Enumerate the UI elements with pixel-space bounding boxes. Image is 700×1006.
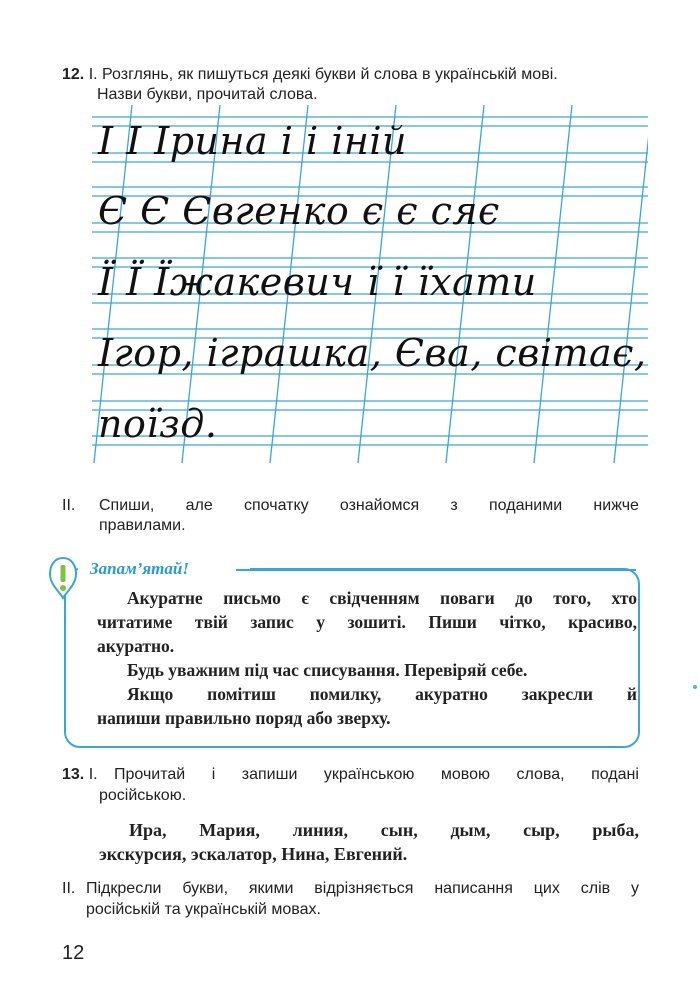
- task-12-intro: [62, 64, 662, 86]
- word: красиво,: [568, 612, 637, 632]
- word: акуратно: [415, 684, 488, 704]
- rule-line: [97, 586, 637, 610]
- word: мовою: [440, 766, 490, 783]
- word: зошиті.: [347, 612, 406, 632]
- handwriting-line: І І Ірина і і іній: [98, 119, 408, 163]
- word: Акуратне: [127, 588, 203, 608]
- word: відрізняється: [314, 880, 414, 897]
- word: Підкресли: [86, 880, 162, 897]
- task-text-line: російською.: [99, 787, 187, 804]
- word: поваги: [440, 588, 495, 608]
- title-rule: [236, 569, 636, 571]
- word-list: [99, 818, 639, 866]
- word: якими: [248, 880, 294, 897]
- word: у: [316, 612, 326, 632]
- rule-line: акуратно.: [97, 636, 175, 656]
- word: помітиш: [207, 684, 276, 704]
- task-number: 12.: [62, 66, 85, 83]
- part-label: II.: [62, 497, 76, 514]
- rule-line: [97, 610, 637, 634]
- word: спочатку: [244, 497, 309, 514]
- word: запиши: [241, 766, 298, 783]
- word: подані: [591, 766, 639, 783]
- word: Пиши: [428, 612, 477, 632]
- word: ознайомся: [339, 497, 420, 514]
- word: рыба,: [592, 820, 639, 840]
- word: слів: [580, 880, 611, 897]
- word: цих: [533, 880, 560, 897]
- word: закресли: [521, 684, 594, 704]
- word: линия,: [292, 820, 349, 840]
- handwriting-line: поїзд.: [98, 402, 218, 446]
- task-text-line: російській та українській мовах.: [86, 901, 321, 918]
- word: свідченням: [329, 588, 420, 608]
- remember-body: [97, 586, 637, 730]
- handwriting-line: Ї Ї Їжакевич ї ї їхати: [98, 260, 537, 304]
- word: Ира,: [129, 820, 167, 840]
- task-number: 13.: [62, 766, 85, 783]
- word: написання: [434, 880, 513, 897]
- task-text-line: [86, 878, 639, 900]
- word: Якщо: [127, 684, 174, 704]
- word-list-line: [99, 818, 639, 842]
- word: помилку,: [309, 684, 382, 704]
- task-text-line: Назви букви, прочитай слова.: [97, 86, 318, 103]
- word: Мария,: [199, 820, 260, 840]
- word: сыр,: [523, 820, 560, 840]
- task-text: Розглянь, як пишуться деякі букви й слова в українській мові.: [102, 66, 558, 83]
- word: Спиши,: [99, 497, 155, 514]
- word: з: [450, 497, 458, 514]
- word: є: [301, 588, 309, 608]
- handwriting-line: Є Є Євгенко є є сяє: [98, 189, 500, 233]
- part-label: I.: [88, 766, 98, 783]
- handwriting-line: Ігор, іграшка, Єва, світає,: [98, 331, 647, 375]
- word: Прочитай: [114, 766, 186, 783]
- task-text-line: [99, 495, 639, 517]
- part-label: I.: [88, 66, 98, 83]
- task-text-line: правилами.: [99, 517, 186, 534]
- word: але: [185, 497, 213, 514]
- word: того,: [553, 588, 592, 608]
- word: у: [630, 880, 639, 897]
- word: слова,: [516, 766, 565, 783]
- edge-dot: [693, 685, 697, 689]
- exclamation-icon: [48, 556, 78, 600]
- word: нижче: [593, 497, 639, 514]
- word: українською: [323, 766, 415, 783]
- word: до: [515, 588, 533, 608]
- task-text-line: [114, 764, 639, 786]
- word: запис: [250, 612, 294, 632]
- page-number: 12: [62, 942, 85, 964]
- word: поданими: [489, 497, 563, 514]
- word: букви,: [182, 880, 229, 897]
- word: й: [626, 684, 637, 704]
- remember-title: Запам’ятай!: [90, 559, 189, 578]
- word: і: [211, 766, 216, 783]
- rule-line: Будь уважним під час списування. Перевіряй себе.: [127, 660, 528, 680]
- handwriting-sheet: [92, 105, 648, 465]
- word: чітко,: [499, 612, 546, 632]
- word: письмо: [223, 588, 281, 608]
- word: дым,: [450, 820, 491, 840]
- rule-line: [97, 682, 637, 706]
- word-list-line: экскурсия, эскалатор, Нина, Евгений.: [99, 844, 408, 864]
- rule-line: напиши правильно поряд або зверху.: [97, 708, 391, 728]
- task-13-label: [62, 764, 98, 786]
- word: читатиме: [97, 612, 173, 632]
- word: сын,: [380, 820, 418, 840]
- word: твій: [194, 612, 228, 632]
- word: хто: [611, 588, 637, 608]
- part-label: II.: [62, 880, 76, 897]
